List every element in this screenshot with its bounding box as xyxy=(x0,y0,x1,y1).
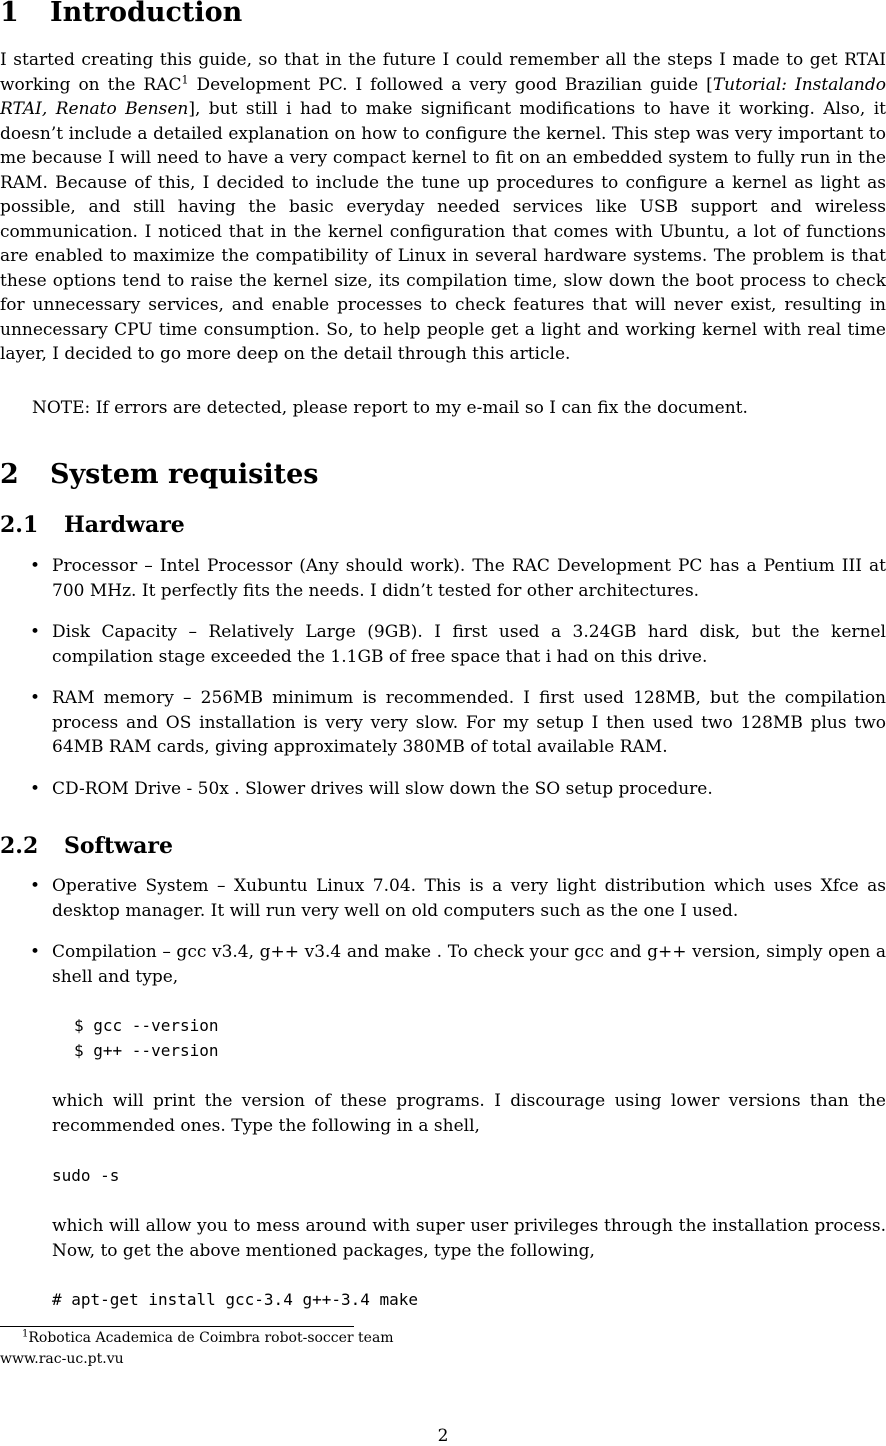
footnote-divider xyxy=(0,1326,354,1327)
list-item: CD-ROM Drive - 50x . Slower drives will slow down the SO setup procedure. xyxy=(52,779,713,799)
code-line: $ gcc --version xyxy=(74,1016,219,1035)
subsection-number: 2.1 xyxy=(0,512,39,538)
intro-paragraph: I started creating this guide, so that in the future I could remember all the steps I made to get RTAI working on the RAC$^1$ Development PC. I followed a very good Brazilian guide [Tutorial: Instalando RTAI, Renato Bensen], but still i had to make significant modifications to have it working. Also, it doesn’t include a detailed explanation on how to configure the kernel. This step was very important to me because I will need to have a very compact kernel to fit on an embedded system to fully run in the RAM. Because of this, I decided to include the tune up procedures to configure a kernel as light as possible, and still having the basic everyday needed services like USB support and wireless communication. I noticed that in the kernel configuration that comes with Ubuntu, a lot of functions are enabled to maximize the compatibility of Linux in several hardware systems. The problem is that these options tend to raise the kernel size, its compilation time, slow down the boot process to check for unnecessary services, and enable processes to check features that will never exist, resulting in unnecessary CPU time consumption. So, to help people get a light and working kernel with real time layer, I decided to go more deep on the detail through this article. xyxy=(0,50,886,364)
bullet-icon: • xyxy=(30,688,41,708)
footnote xyxy=(22,1328,394,1348)
section-number: 2 xyxy=(0,459,19,490)
subsection-title: Software xyxy=(64,833,173,859)
list-paragraph: which will allow you to mess around with super user privileges through the installation process. Now, to get the above mentioned packages, type the following, xyxy=(52,1216,886,1261)
footnote-text: Robotica Academica de Coimbra robot-soccer team xyxy=(28,1330,394,1346)
list-paragraph: which will print the version of these programs. I discourage using lower versions than the recommended ones. Type the following in a shell, xyxy=(52,1091,886,1136)
subsection-heading-software xyxy=(0,833,173,859)
subsection-heading-hardware xyxy=(0,512,185,538)
bullet-icon: • xyxy=(30,942,41,962)
code-line: $ g++ --version xyxy=(74,1041,219,1060)
citation: Tutorial: Instalando RTAI, Renato Bensen xyxy=(0,74,886,119)
section-number: 1 xyxy=(0,0,19,28)
list-item: Disk Capacity – Relatively Large (9GB). I first used a 3.24GB hard disk, but the kernel compilation stage exceeded the 1.1GB of free space that i had on this drive. xyxy=(52,622,886,667)
code-line: # apt-get install gcc-3.4 g++-3.4 make xyxy=(52,1290,419,1309)
list-item: Processor – Intel Processor (Any should work). The RAC Development PC has a Pentium III at 700 MHz. It perfectly fits the needs. I didn’t tested for other architectures. xyxy=(52,556,886,601)
footnote-ref[interactable]: 1 xyxy=(181,72,189,86)
section-title: System requisites xyxy=(50,459,319,490)
section-heading-introduction xyxy=(0,0,242,28)
section-title: Introduction xyxy=(50,0,243,28)
bullet-icon: • xyxy=(30,622,41,642)
section-heading-system-requisites xyxy=(0,460,318,490)
subsection-number: 2.2 xyxy=(0,833,39,859)
page-number: 2 xyxy=(437,1426,449,1446)
list-item: Operative System – Xubuntu Linux 7.04. This is a very light distribution which uses Xfce as desktop manager. It will run very well on old computers such as the one I used. xyxy=(52,876,886,921)
bullet-icon: • xyxy=(30,779,41,799)
list-item: RAM memory – 256MB minimum is recommended. I first used 128MB, but the compilation process and OS installation is very very slow. For my setup I then used two 128MB plus two 64MB RAM cards, giving approximately 380MB of total available RAM. xyxy=(52,688,886,757)
subsection-title: Hardware xyxy=(64,512,185,538)
bullet-icon: • xyxy=(30,556,41,576)
footnote-link[interactable]: www.rac-uc.pt.vu xyxy=(0,1351,124,1367)
note-paragraph: NOTE: If errors are detected, please report to my e-mail so I can fix the document. xyxy=(32,398,748,418)
code-line: sudo -s xyxy=(52,1166,120,1185)
footnote-mark: 1 xyxy=(22,1328,29,1340)
list-item-compilation: Compilation – gcc v3.4, g++ v3.4 and make . To check your gcc and g++ version, simply open a shell and type, xyxy=(52,942,886,987)
bullet-icon: • xyxy=(30,876,41,896)
